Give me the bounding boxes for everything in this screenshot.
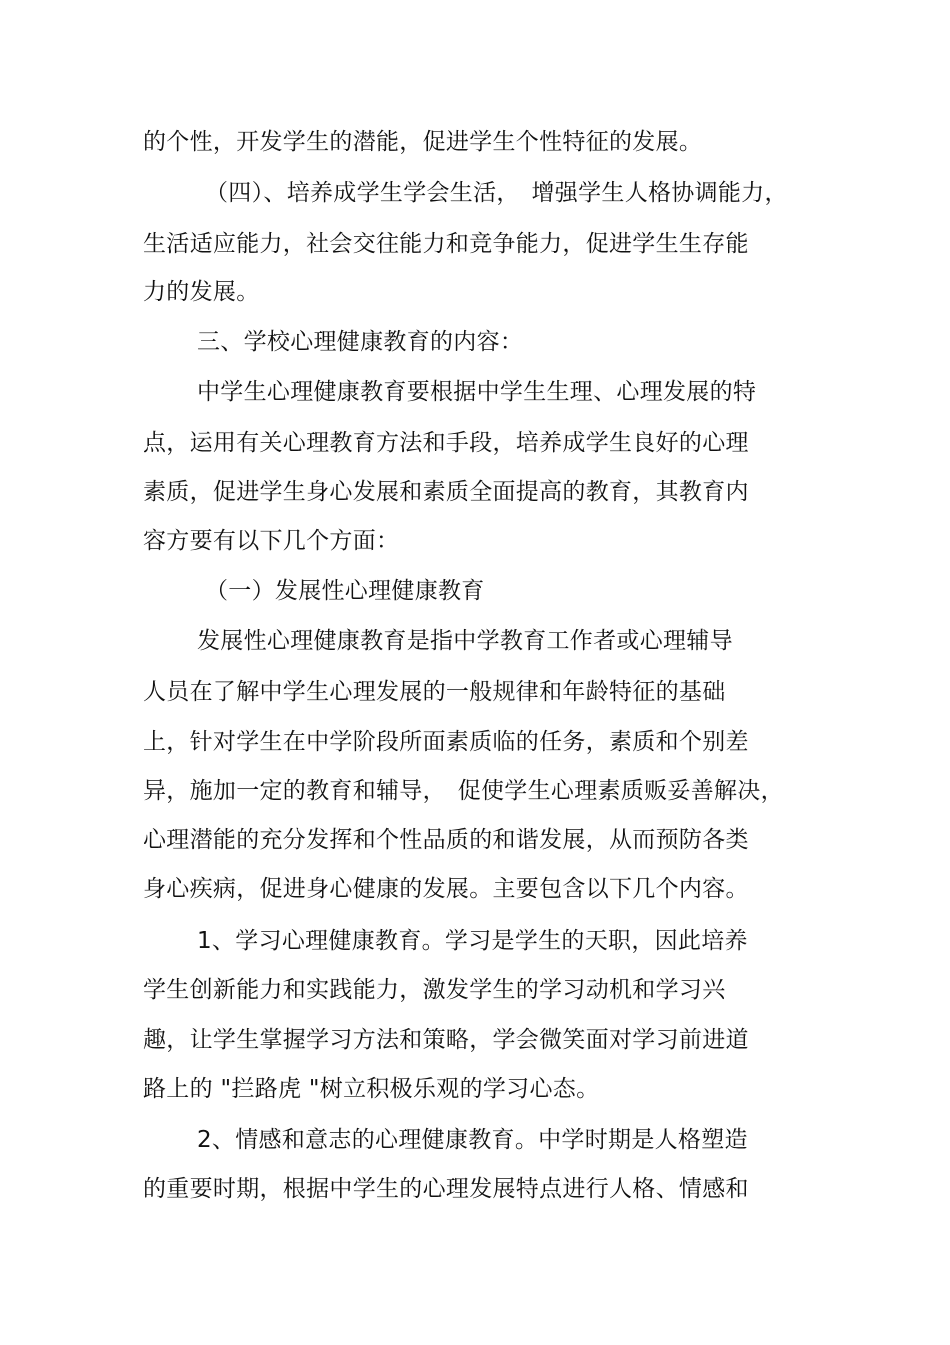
section-heading: 三、学校心理健康教育的内容： — [197, 329, 524, 355]
subsection-heading: （一）发展性心理健康教育 — [205, 578, 485, 604]
text-line: 容方要有以下几个方面： — [143, 528, 400, 554]
text-line: 发展性心理健康教育是指中学教育工作者或心理辅导 — [197, 628, 733, 654]
text-line: （四）、培养成学生学会生活， 增强学生人格协调能力， — [205, 180, 788, 206]
text-line: 1、学习心理健康教育。学习是学生的天职，因此培养 — [197, 928, 748, 954]
text-line: 力的发展。 — [143, 279, 260, 305]
text-line: 人员在了解中学生心理发展的一般规律和年龄特征的基础 — [143, 679, 726, 705]
text-line: 上，针对学生在中学阶段所面素质临的任务，素质和个别差 — [143, 729, 749, 755]
text-line: 趣，让学生掌握学习方法和策略，学会微笑面对学习前进道 — [143, 1027, 749, 1053]
text-line: 的个性，开发学生的潜能，促进学生个性特征的发展。 — [143, 129, 703, 155]
text-line: 的重要时期，根据中学生的心理发展特点进行人格、情感和 — [143, 1176, 749, 1202]
text-line: 路上的 "拦路虎 "树立积极乐观的学习心态。 — [143, 1076, 600, 1102]
text-line: 学生创新能力和实践能力，激发学生的学习动机和学习兴 — [143, 977, 726, 1003]
text-line: 心理潜能的充分发挥和个性品质的和谐发展，从而预防各类 — [143, 827, 749, 853]
text-line: 生活适应能力，社会交往能力和竞争能力，促进学生生存能 — [143, 231, 749, 257]
text-line: 异，施加一定的教育和辅导， 促使学生心理素质贩妥善解决， — [143, 778, 784, 804]
text-line: 点，运用有关心理教育方法和手段，培养成学生良好的心理 — [143, 430, 749, 456]
text-line: 2、情感和意志的心理健康教育。中学时期是人格塑造 — [197, 1127, 748, 1153]
text-line: 身心疾病，促进身心健康的发展。主要包含以下几个内容。 — [143, 876, 749, 902]
text-line: 中学生心理健康教育要根据中学生生理、心理发展的特 — [197, 379, 757, 405]
text-line: 素质，促进学生身心发展和素质全面提高的教育，其教育内 — [143, 479, 749, 505]
